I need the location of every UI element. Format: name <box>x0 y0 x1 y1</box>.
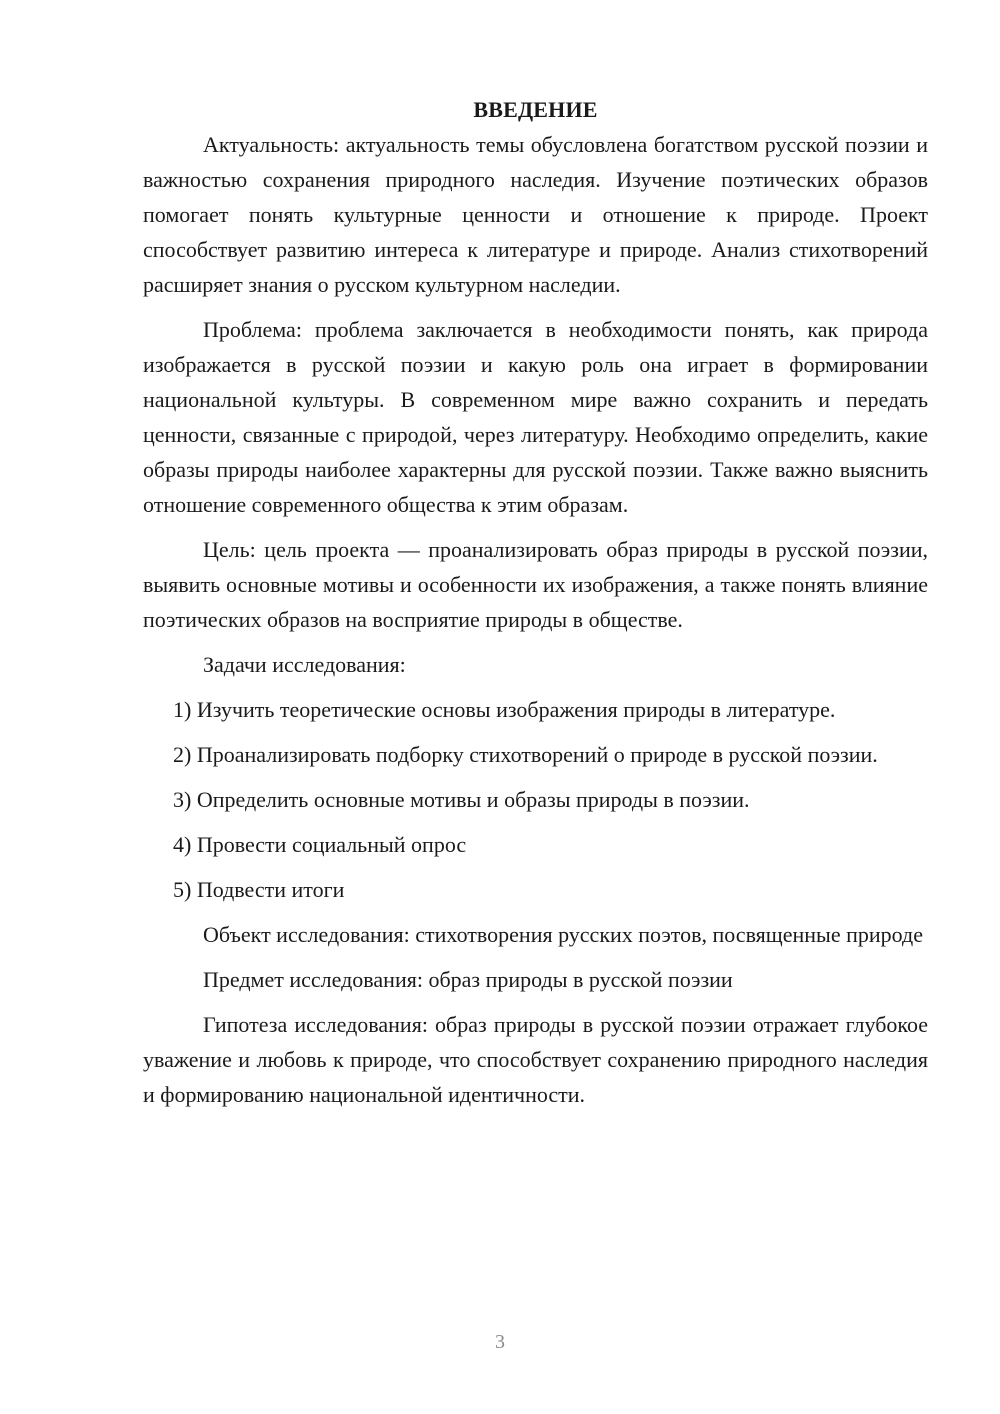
page-number: 3 <box>495 1331 505 1353</box>
paragraph-problem: Проблема: проблема заключается в необходимости понять, как природа изображается в русской поэзии и какую роль она играет в формировании национальной культуры. В современном мире важно сохранить и передать ценности, связанные с природой, через литературу. Необходимо определить, какие образы природы наиболее характерны для русской поэзии. Также важно выяснить отношение современного общества к этим образам. <box>143 317 928 517</box>
paragraph-object: Объект исследования: стихотворения русских поэтов, посвященные природе <box>203 922 923 947</box>
paragraph-relevance: Актуальность: актуальность темы обусловлена богатством русской поэзии и важностью сохранения природного наследия. Изучение поэтических образов помогает понять культурные ценности и отношение к природе. Проект способствует развитию интереса к литературе и природе. Анализ стихотворений расширяет знания о русском культурном наследии. <box>143 132 928 297</box>
paragraph-hypothesis: Гипотеза исследования: образ природы в русской поэзии отражает глубокое уважение и любовь к природе, что способствует сохранению природного наследия и формированию национальной идентичности. <box>143 1012 928 1107</box>
tasks-list <box>143 692 928 907</box>
task-item-4: 4) Провести социальный опрос <box>173 832 467 857</box>
document-page <box>143 92 928 1122</box>
task-item-3: 3) Определить основные мотивы и образы природы в поэзии. <box>173 787 750 812</box>
task-item-1: 1) Изучить теоретические основы изображения природы в литературе. <box>173 697 836 722</box>
section-title: ВВЕДЕНИЕ <box>473 97 598 122</box>
task-item-2: 2) Проанализировать подборку стихотворений о природе в русской поэзии. <box>173 742 878 767</box>
paragraph-subject: Предмет исследования: образ природы в русской поэзии <box>203 967 733 992</box>
task-item-5: 5) Подвести итоги <box>173 877 345 902</box>
paragraph-goal: Цель: цель проекта — проанализировать образ природы в русской поэзии, выявить основные мотивы и особенности их изображения, а также понять влияние поэтических образов на восприятие природы в обществе. <box>143 537 928 632</box>
paragraph-tasks-heading: Задачи исследования: <box>203 652 406 677</box>
